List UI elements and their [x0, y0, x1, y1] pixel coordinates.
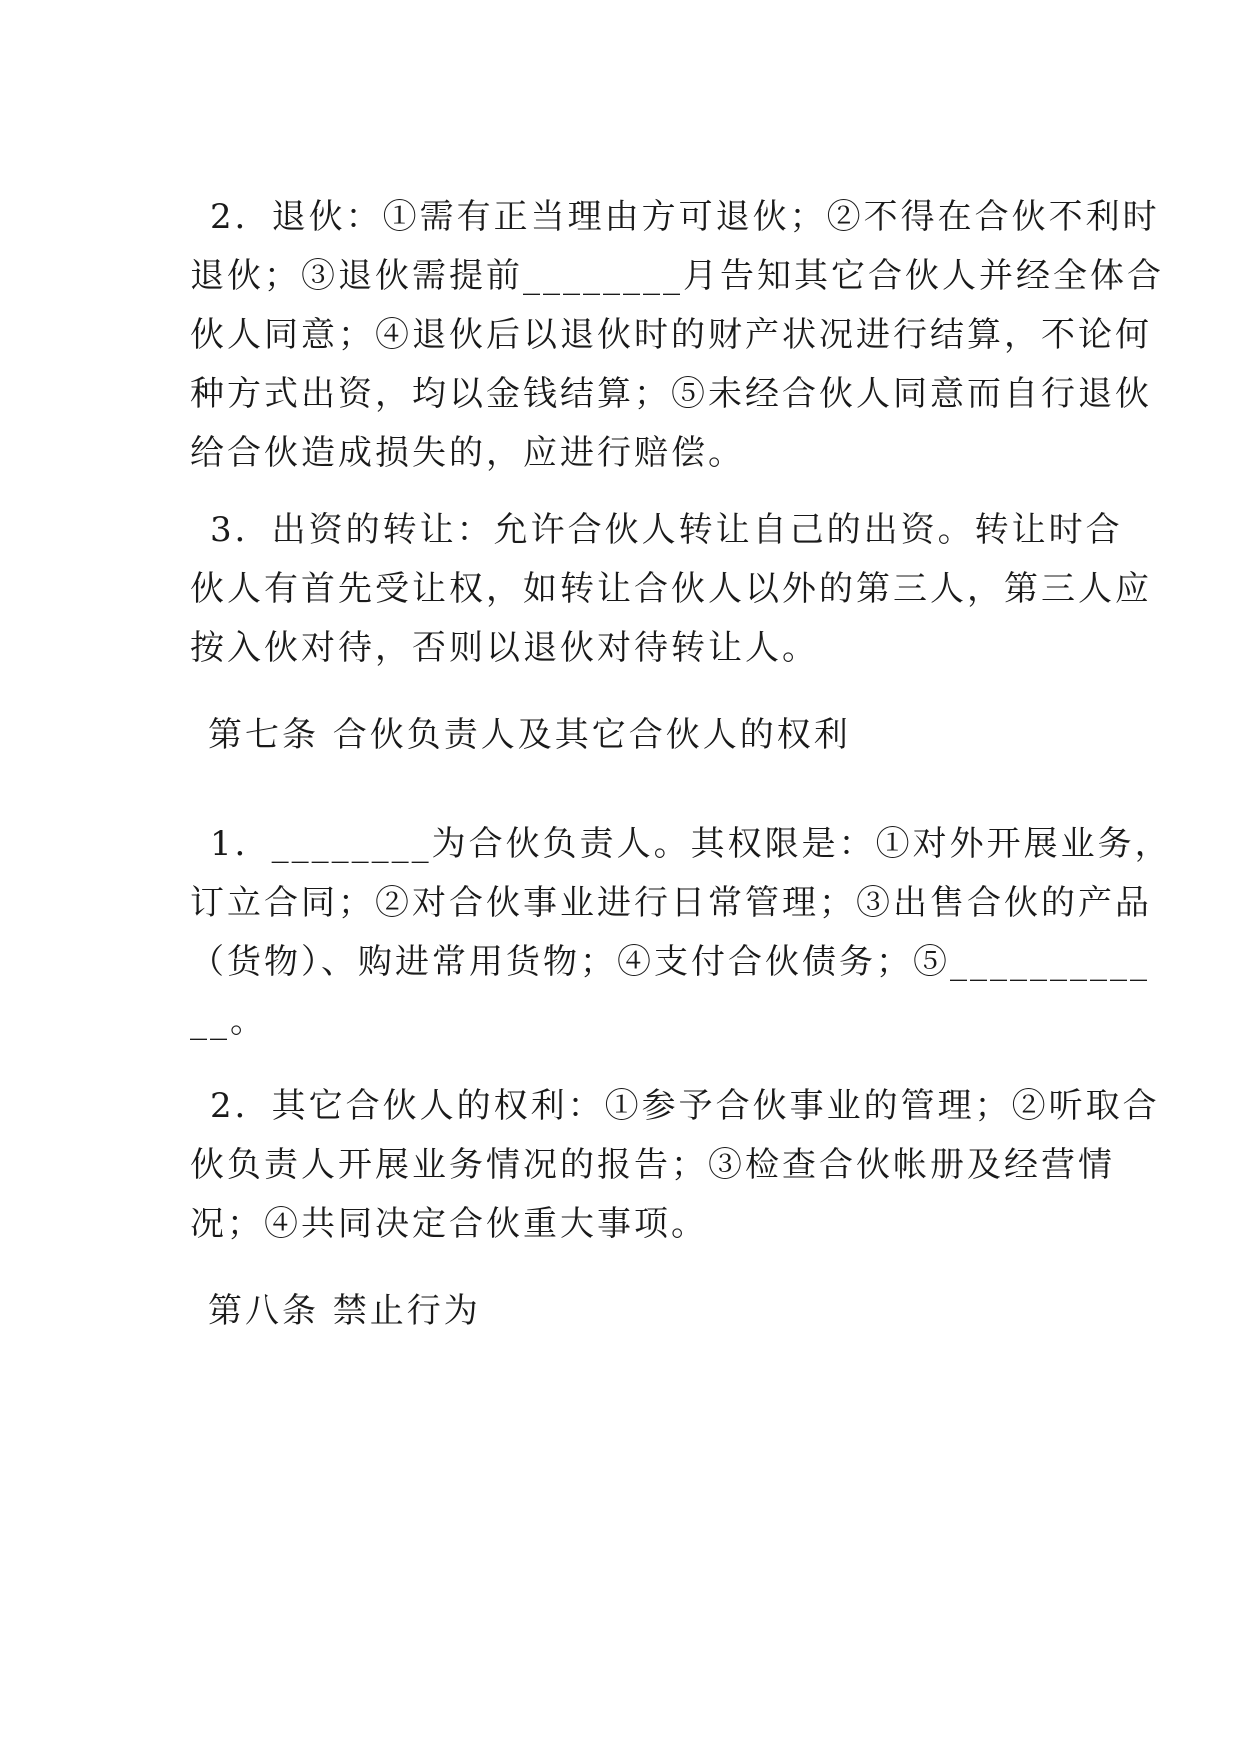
text-line: 按入伙对待，否则以退伙对待转让人。 — [190, 628, 819, 668]
text-line: 伙人同意；④退伙后以退伙时的财产状况进行结算，不论何 — [190, 315, 1152, 355]
text-line: （货物）、购进常用货物；④支付合伙债务；⑤__________ — [190, 942, 1150, 982]
text-line: 种方式出资，均以金钱结算；⑤未经合伙人同意而自行退伙 — [190, 374, 1152, 414]
text-line: 订立合同；②对合伙事业进行日常管理；③出售合伙的产品 — [190, 883, 1152, 923]
article-8-heading: 第八条 禁止行为 — [208, 1291, 481, 1331]
text-line: 伙负责人开展业务情况的报告；③检查合伙帐册及经营情 — [190, 1145, 1115, 1185]
text-line: 2．其它合伙人的权利：①参予合伙事业的管理；②听取合 — [210, 1086, 1160, 1126]
text-line: __。 — [190, 1001, 267, 1041]
paragraph-capital-transfer — [190, 501, 1152, 678]
text-line: 伙人有首先受让权，如转让合伙人以外的第三人，第三人应 — [190, 569, 1152, 609]
paragraph-other-partners-rights — [190, 1077, 1160, 1254]
text-line: 况；④共同决定合伙重大事项。 — [190, 1204, 708, 1244]
text-line: 1．________为合伙负责人。其权限是：①对外开展业务， — [210, 824, 1172, 864]
article-7-heading: 第七条 合伙负责人及其它合伙人的权利 — [208, 715, 851, 755]
text-line: 退伙；③退伙需提前________月告知其它合伙人并经全体合 — [190, 256, 1164, 296]
text-line: 3．出资的转让：允许合伙人转让自己的出资。转让时合 — [210, 510, 1123, 550]
text-line: 给合伙造成损失的，应进行赔偿。 — [190, 433, 745, 473]
paragraph-withdrawal — [190, 188, 1164, 483]
paragraph-partnership-leader — [190, 815, 1172, 1051]
text-line: 2．退伙：①需有正当理由方可退伙；②不得在合伙不利时 — [210, 197, 1160, 237]
